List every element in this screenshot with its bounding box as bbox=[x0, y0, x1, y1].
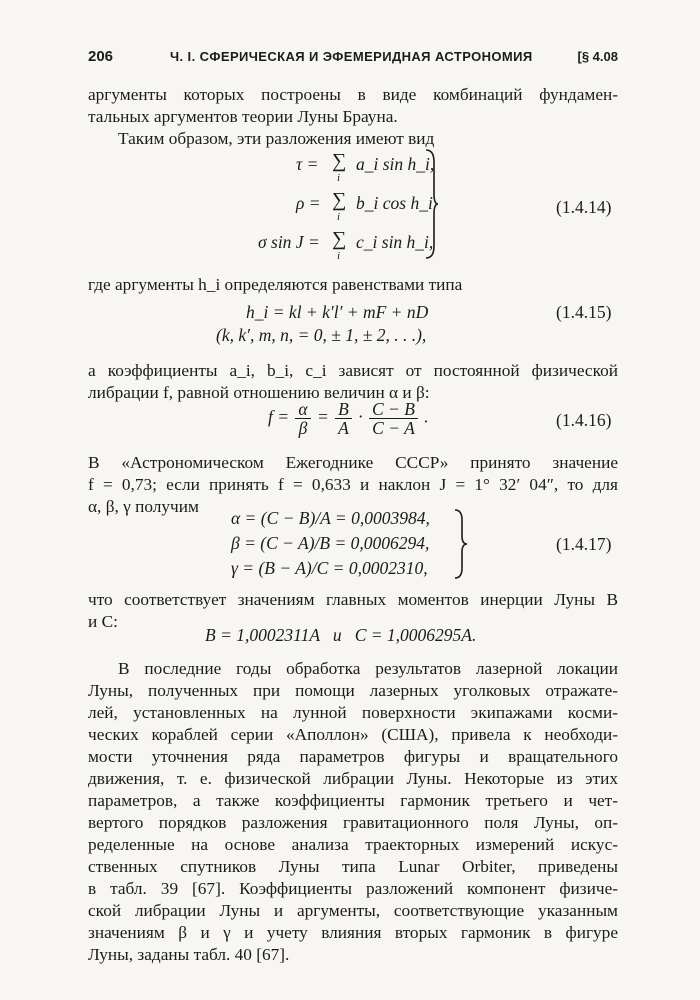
para4-line2: f = 0,73; если принять f = 0,633 и наклон J = 1° 32′ 04″, то для bbox=[88, 475, 618, 494]
para6-line: значениям β и γ и учету влияния вторых гармоник в фигуре bbox=[88, 923, 618, 942]
right-brace-icon bbox=[453, 508, 469, 580]
eq16-frac3-num: C − B bbox=[369, 400, 418, 419]
para4-line1: В «Астрономическом Ежегоднике СССР» принято значение bbox=[88, 453, 618, 472]
eq16-dot: · bbox=[358, 406, 363, 427]
eq15-number: (1.4.15) bbox=[556, 302, 612, 322]
para6-line: мости уточнения ряда параметров фигуры и вращательного bbox=[88, 747, 618, 766]
eq17-alpha: α = (C − B)/A = 0,0003984, bbox=[231, 508, 430, 528]
para6-line: вертого порядков разложения гравитационного поля Луны, оп- bbox=[88, 813, 618, 832]
moments-of-inertia: B = 1,0002311A и C = 1,0006295A. bbox=[205, 625, 477, 645]
eq14-rho-lhs: ρ = bbox=[296, 193, 321, 213]
para3-line1: а коэффициенты a_i, b_i, c_i зависят от постоянной физической bbox=[88, 361, 618, 380]
sum-index: i bbox=[337, 250, 341, 262]
eq16-frac2-den: A bbox=[338, 418, 349, 438]
eq14-tau-lhs: τ = bbox=[296, 154, 319, 174]
eq15-line2: (k, k′, m, n, = 0, ± 1, ± 2, . . .), bbox=[216, 325, 427, 345]
para4-line3: α, β, γ получим bbox=[88, 497, 199, 516]
para6-line: В последние годы обработка результатов лазерной локации bbox=[118, 659, 618, 678]
page-number: 206 bbox=[88, 48, 114, 65]
eq16-eq2: = bbox=[316, 406, 329, 427]
eq16-frac1 bbox=[295, 400, 310, 437]
para6-line: Луны, заданы табл. 40 [67]. bbox=[88, 945, 290, 964]
para3-line2: либрации f, равной отношению величин α и β: bbox=[88, 383, 430, 402]
para5-line2: и C: bbox=[88, 612, 118, 631]
para6-line: ской либрации Луны и аргументы, соответствующие указанным bbox=[88, 901, 618, 920]
sum-symbol: ∑ bbox=[332, 189, 347, 211]
para2-text: где аргументы h_i определяются равенствами типа bbox=[88, 275, 463, 294]
section-ref: [§ 4.08 bbox=[577, 49, 618, 64]
para1-line3: Таким образом, эти разложения имеют вид bbox=[118, 129, 435, 148]
eq16-frac2-num: B bbox=[335, 400, 352, 419]
eq17-beta: β = (C − A)/B = 0,0006294, bbox=[231, 533, 430, 553]
sum-symbol: ∑ bbox=[332, 150, 347, 172]
para6-line: в табл. 39 [67]. Коэффициенты разложений компонент физиче- bbox=[88, 879, 618, 898]
eq17-number: (1.4.17) bbox=[556, 534, 612, 554]
para1-line2: тальных аргументов теории Луны Брауна. bbox=[88, 107, 398, 126]
eq14-sigma-lhs: σ sin J = bbox=[258, 232, 320, 252]
sum-index: i bbox=[337, 211, 341, 223]
eq17-gamma: γ = (B − A)/C = 0,0002310, bbox=[231, 558, 428, 578]
para6-line: ределенные на основе анализа траекторных измерений искус- bbox=[88, 835, 618, 854]
para6-line: параметров, а также коэффициенты гармоник третьего и чет- bbox=[88, 791, 618, 810]
para1-line1: аргументы которых построены в виде комбинаций фундамен- bbox=[88, 85, 618, 104]
eq14-sigma-rhs: c_i sin h_i, bbox=[356, 232, 434, 252]
eq16-frac1-den: β bbox=[298, 418, 308, 438]
equation-1-4-16 bbox=[268, 400, 429, 437]
para5-line1: что соответствует значениям главных моментов инерции Луны B bbox=[88, 590, 618, 609]
para6-line: ческих кораблей серии «Аполлон» (США), привела к необходи- bbox=[88, 725, 618, 744]
para6-line: лей, установленных на лунной поверхности экипажами косми- bbox=[88, 703, 618, 722]
eq16-frac3-den: C − A bbox=[372, 418, 415, 438]
sum-index: i bbox=[337, 172, 341, 184]
eq16-number: (1.4.16) bbox=[556, 410, 612, 430]
eq14-tau-rhs: a_i sin h_i, bbox=[356, 154, 435, 174]
page-header bbox=[88, 46, 618, 68]
eq14-number: (1.4.14) bbox=[556, 197, 612, 217]
eq14-rho-rhs: b_i cos h_i bbox=[356, 193, 433, 213]
eq16-frac2 bbox=[335, 400, 352, 437]
eq16-lhs: f = bbox=[268, 406, 290, 427]
eq16-frac3 bbox=[369, 400, 418, 437]
para6-line: движения, т. е. физической либрации Луны. Некоторые из этих bbox=[88, 769, 618, 788]
para6-line: ственных спутников Луны типа Lunar Orbiter, приведены bbox=[88, 857, 618, 876]
para6-line: Луны, полученных при помощи лазерных уголковых отражате- bbox=[88, 681, 618, 700]
running-title: Ч. I. СФЕРИЧЕСКАЯ И ЭФЕМЕРИДНАЯ АСТРОНОМИЯ bbox=[170, 49, 533, 64]
right-brace-icon bbox=[424, 148, 440, 260]
eq15-line1: h_i = kl + k′l′ + mF + nD bbox=[246, 302, 429, 322]
sum-symbol: ∑ bbox=[332, 228, 347, 250]
eq16-frac1-num: α bbox=[295, 400, 310, 419]
eq16-end: . bbox=[424, 406, 429, 427]
